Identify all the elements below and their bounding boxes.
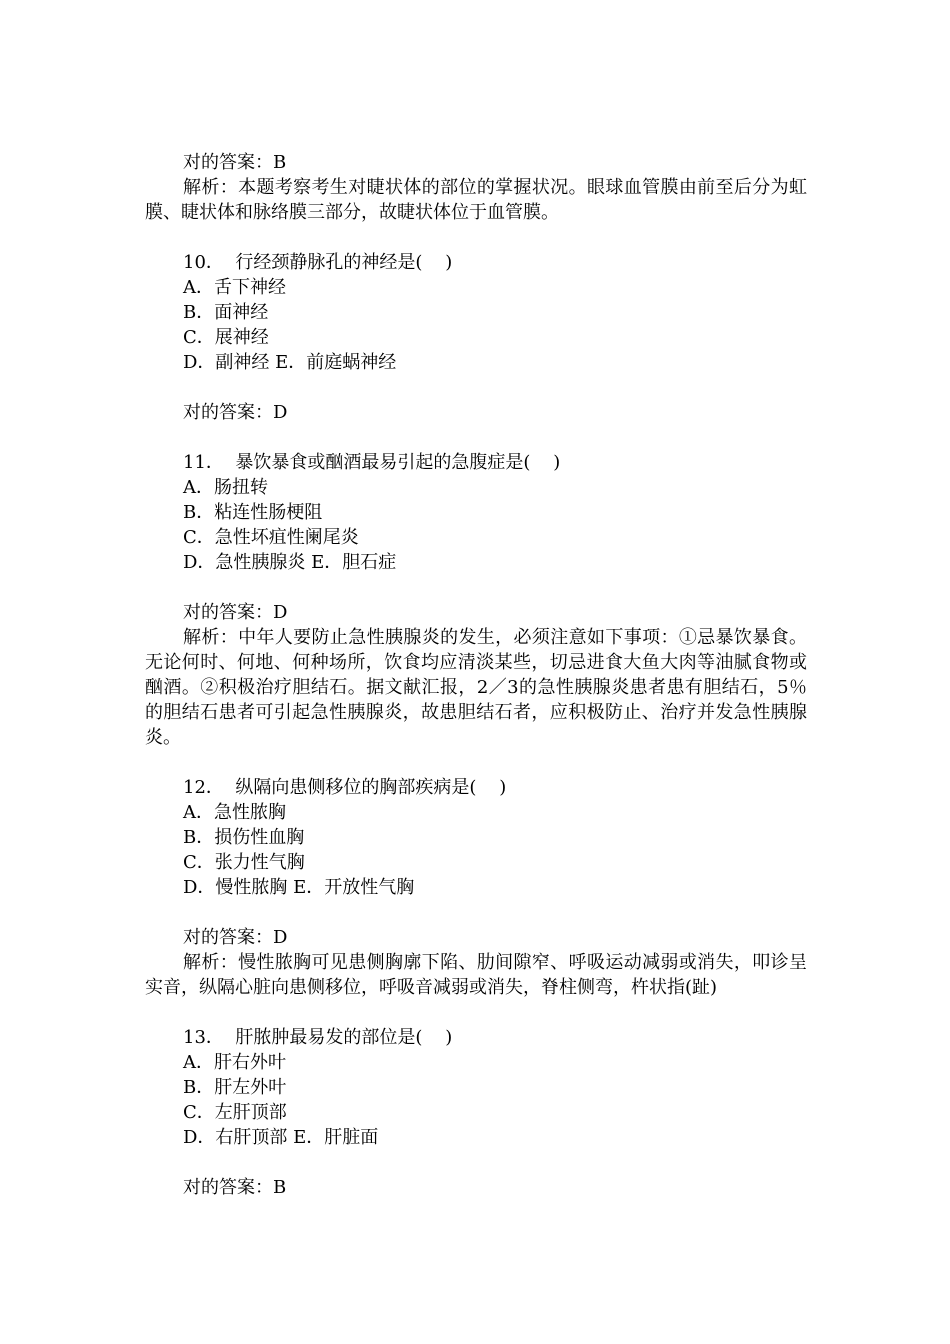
option-line: B．肝左外叶 [183,1077,287,1098]
blank-line [145,375,807,400]
answer-line: 对的答案：D [183,402,288,423]
option-line: A．肝右外叶 [183,1052,286,1073]
answer-line: 对的答案：B [183,152,287,173]
option-line: A．肠扭转 [183,477,268,498]
option-line: C．张力性气胸 [183,852,305,873]
answer-line: 对的答案：D [183,602,288,623]
option-line: A．急性脓胸 [183,802,286,823]
option-line: D．急性胰腺炎 E．胆石症 [183,552,397,573]
option-line: C．急性坏疽性阑尾炎 [183,527,359,548]
option-line: C．左肝顶部 [183,1102,287,1123]
blank-line [145,575,807,600]
analysis-paragraph: 解析：慢性脓胸可见患侧胸廓下陷、肋间隙窄、呼吸运动减弱或消失，叩诊呈实音，纵隔心脏向患侧移位，呼吸音减弱或消失，脊柱侧弯，杵状指(趾) [145,952,807,998]
option-line: D．副神经 E．前庭蜗神经 [183,352,397,373]
question-text: 11． 暴饮暴食或酗酒最易引起的急腹症是( ) [183,452,561,473]
blank-line [145,900,807,925]
blank-line [145,425,807,450]
answer-line: 对的答案：B [183,1177,287,1198]
option-line: B．粘连性肠梗阻 [183,502,323,523]
option-line: B．损伤性血胸 [183,827,305,848]
answer-line: 对的答案：D [183,927,288,948]
question-text: 13． 肝脓肿最易发的部位是( ) [183,1027,453,1048]
analysis-paragraph: 解析：本题考察考生对睫状体的部位的掌握状况。眼球血管膜由前至后分为虹膜、睫状体和脉络膜三部分，故睫状体位于血管膜。 [145,177,807,223]
option-line: B．面神经 [183,302,269,323]
option-line: C．展神经 [183,327,269,348]
blank-line [145,1000,807,1025]
analysis-paragraph: 解析：中年人要防止急性胰腺炎的发生，必须注意如下事项：①忌暴饮暴食。无论何时、何地、何种场所，饮食均应清淡某些，切忌进食大鱼大肉等油腻食物或酗酒。②积极治疗胆结石。据文献汇报，2／3的急性胰腺炎患者患有胆结石，5％的胆结石患者可引起急性胰腺炎，故患胆结石者，应积极防止、治疗并发急性胰腺炎。 [145,627,807,748]
blank-line [145,750,807,775]
question-text: 12． 纵隔向患侧移位的胸部疾病是( ) [183,777,507,798]
blank-line [145,225,807,250]
option-line: D．右肝顶部 E．肝脏面 [183,1127,379,1148]
option-line: A．舌下神经 [183,277,286,298]
blank-line [145,1150,807,1175]
document-page [145,150,807,1200]
question-text: 10． 行经颈静脉孔的神经是( ) [183,252,453,273]
option-line: D．慢性脓胸 E．开放性气胸 [183,877,415,898]
